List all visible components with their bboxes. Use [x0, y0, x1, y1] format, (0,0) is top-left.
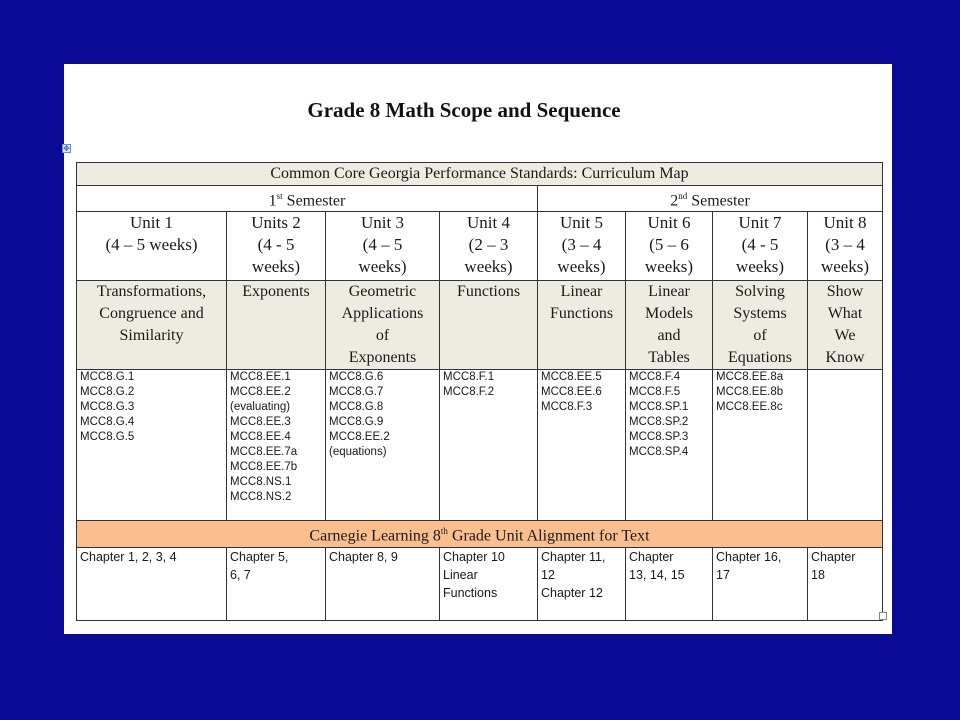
carnegie-alignment-header: Carnegie Learning 8th Grade Unit Alignment for Text — [77, 521, 883, 547]
table-move-handle[interactable] — [62, 144, 71, 153]
semester-1-header: 1st Semester — [77, 186, 538, 212]
topic-cell: Transformations, Congruence and Similarity — [77, 281, 227, 370]
standards-cell: MCC8.EE.1 MCC8.EE.2 (evaluating) MCC8.EE.3 MCC8.EE.4 MCC8.EE.7a MCC8.EE.7b MCC8.NS.1 MCC8.NS.2 — [227, 370, 326, 521]
topic-cell: Solving Systems of Equations — [713, 281, 808, 370]
unit-cell: Unit 3 (4 – 5 weeks) — [326, 212, 440, 281]
semester-2-header: 2nd Semester — [538, 186, 883, 212]
standards-cell: MCC8.F.1 MCC8.F.2 — [440, 370, 538, 521]
chapter-cell: Chapter 10 Linear Functions — [440, 547, 538, 620]
standards-cell: MCC8.F.4 MCC8.F.5 MCC8.SP.1 MCC8.SP.2 MCC8.SP.3 MCC8.SP.4 — [626, 370, 713, 521]
standards-cell: MCC8.EE.5 MCC8.EE.6 MCC8.F.3 — [538, 370, 626, 521]
topic-cell: Geometric Applications of Exponents — [326, 281, 440, 370]
table-resize-handle[interactable] — [879, 612, 887, 620]
standards-cell: MCC8.G.1 MCC8.G.2 MCC8.G.3 MCC8.G.4 MCC8.G.5 — [77, 370, 227, 521]
document-title: Grade 8 Math Scope and Sequence — [307, 98, 621, 122]
chapter-cell: Chapter 13, 14, 15 — [626, 547, 713, 620]
chapter-cell: Chapter 1, 2, 3, 4 — [77, 547, 227, 620]
curriculum-table — [76, 162, 883, 621]
unit-cell: Unit 1 (4 – 5 weeks) — [77, 212, 227, 281]
unit-cell: Unit 7 (4 - 5 weeks) — [713, 212, 808, 281]
standards-cell — [808, 370, 883, 521]
unit-cell: Unit 4 (2 – 3 weeks) — [440, 212, 538, 281]
unit-cell: Unit 5 (3 – 4 weeks) — [538, 212, 626, 281]
topic-cell: Linear Functions — [538, 281, 626, 370]
curriculum-map-header: Common Core Georgia Performance Standards: Curriculum Map — [77, 163, 883, 186]
topic-cell: Linear Models and Tables — [626, 281, 713, 370]
unit-cell: Unit 8 (3 – 4 weeks) — [808, 212, 883, 281]
standards-cell: MCC8.G.6 MCC8.G.7 MCC8.G.8 MCC8.G.9 MCC8.EE.2 (equations) — [326, 370, 440, 521]
chapter-cell: Chapter 16, 17 — [713, 547, 808, 620]
unit-cell: Unit 6 (5 – 6 weeks) — [626, 212, 713, 281]
chapter-cell: Chapter 18 — [808, 547, 883, 620]
topic-cell: Show What We Know — [808, 281, 883, 370]
topic-cell: Functions — [440, 281, 538, 370]
document-page — [64, 64, 892, 634]
chapter-cell: Chapter 8, 9 — [326, 547, 440, 620]
chapter-cell: Chapter 11, 12 Chapter 12 — [538, 547, 626, 620]
chapter-cell: Chapter 5, 6, 7 — [227, 547, 326, 620]
unit-cell: Units 2 (4 - 5 weeks) — [227, 212, 326, 281]
topic-cell: Exponents — [227, 281, 326, 370]
four-arrow-move-icon: ✥ — [63, 144, 70, 153]
standards-cell: MCC8.EE.8a MCC8.EE.8b MCC8.EE.8c — [713, 370, 808, 521]
